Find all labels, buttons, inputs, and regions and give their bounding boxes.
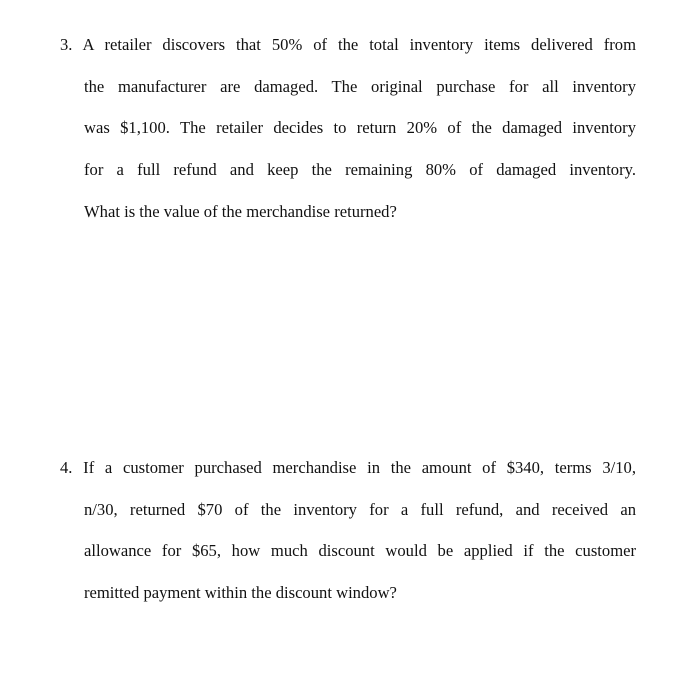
question-3-line-5: What is the value of the merchandise returned? xyxy=(84,201,397,221)
question-4-text-1: If a customer purchased merchandise in the amount of $340, terms 3/10, xyxy=(83,458,636,477)
question-4-line-1 xyxy=(60,458,636,478)
question-3-line-3: was $1,100. The retailer decides to return 20% of the damaged inventory xyxy=(84,118,636,138)
question-3 xyxy=(60,35,636,243)
question-3-line-1 xyxy=(60,35,636,55)
question-3-line-4: for a full refund and keep the remaining 80% of damaged inventory. xyxy=(84,160,636,180)
question-3-text-1: A retailer discovers that 50% of the total inventory items delivered from xyxy=(82,35,636,54)
question-3-number: 3. xyxy=(60,35,73,54)
question-4 xyxy=(60,458,636,625)
question-4-number: 4. xyxy=(60,458,73,477)
question-3-line-2: the manufacturer are damaged. The original purchase for all inventory xyxy=(84,76,636,96)
question-4-line-2: n/30, returned $70 of the inventory for a full refund, and received an xyxy=(84,499,636,519)
question-4-line-3: allowance for $65, how much discount would be applied if the customer xyxy=(84,541,636,561)
question-4-line-4: remitted payment within the discount window? xyxy=(84,583,397,603)
